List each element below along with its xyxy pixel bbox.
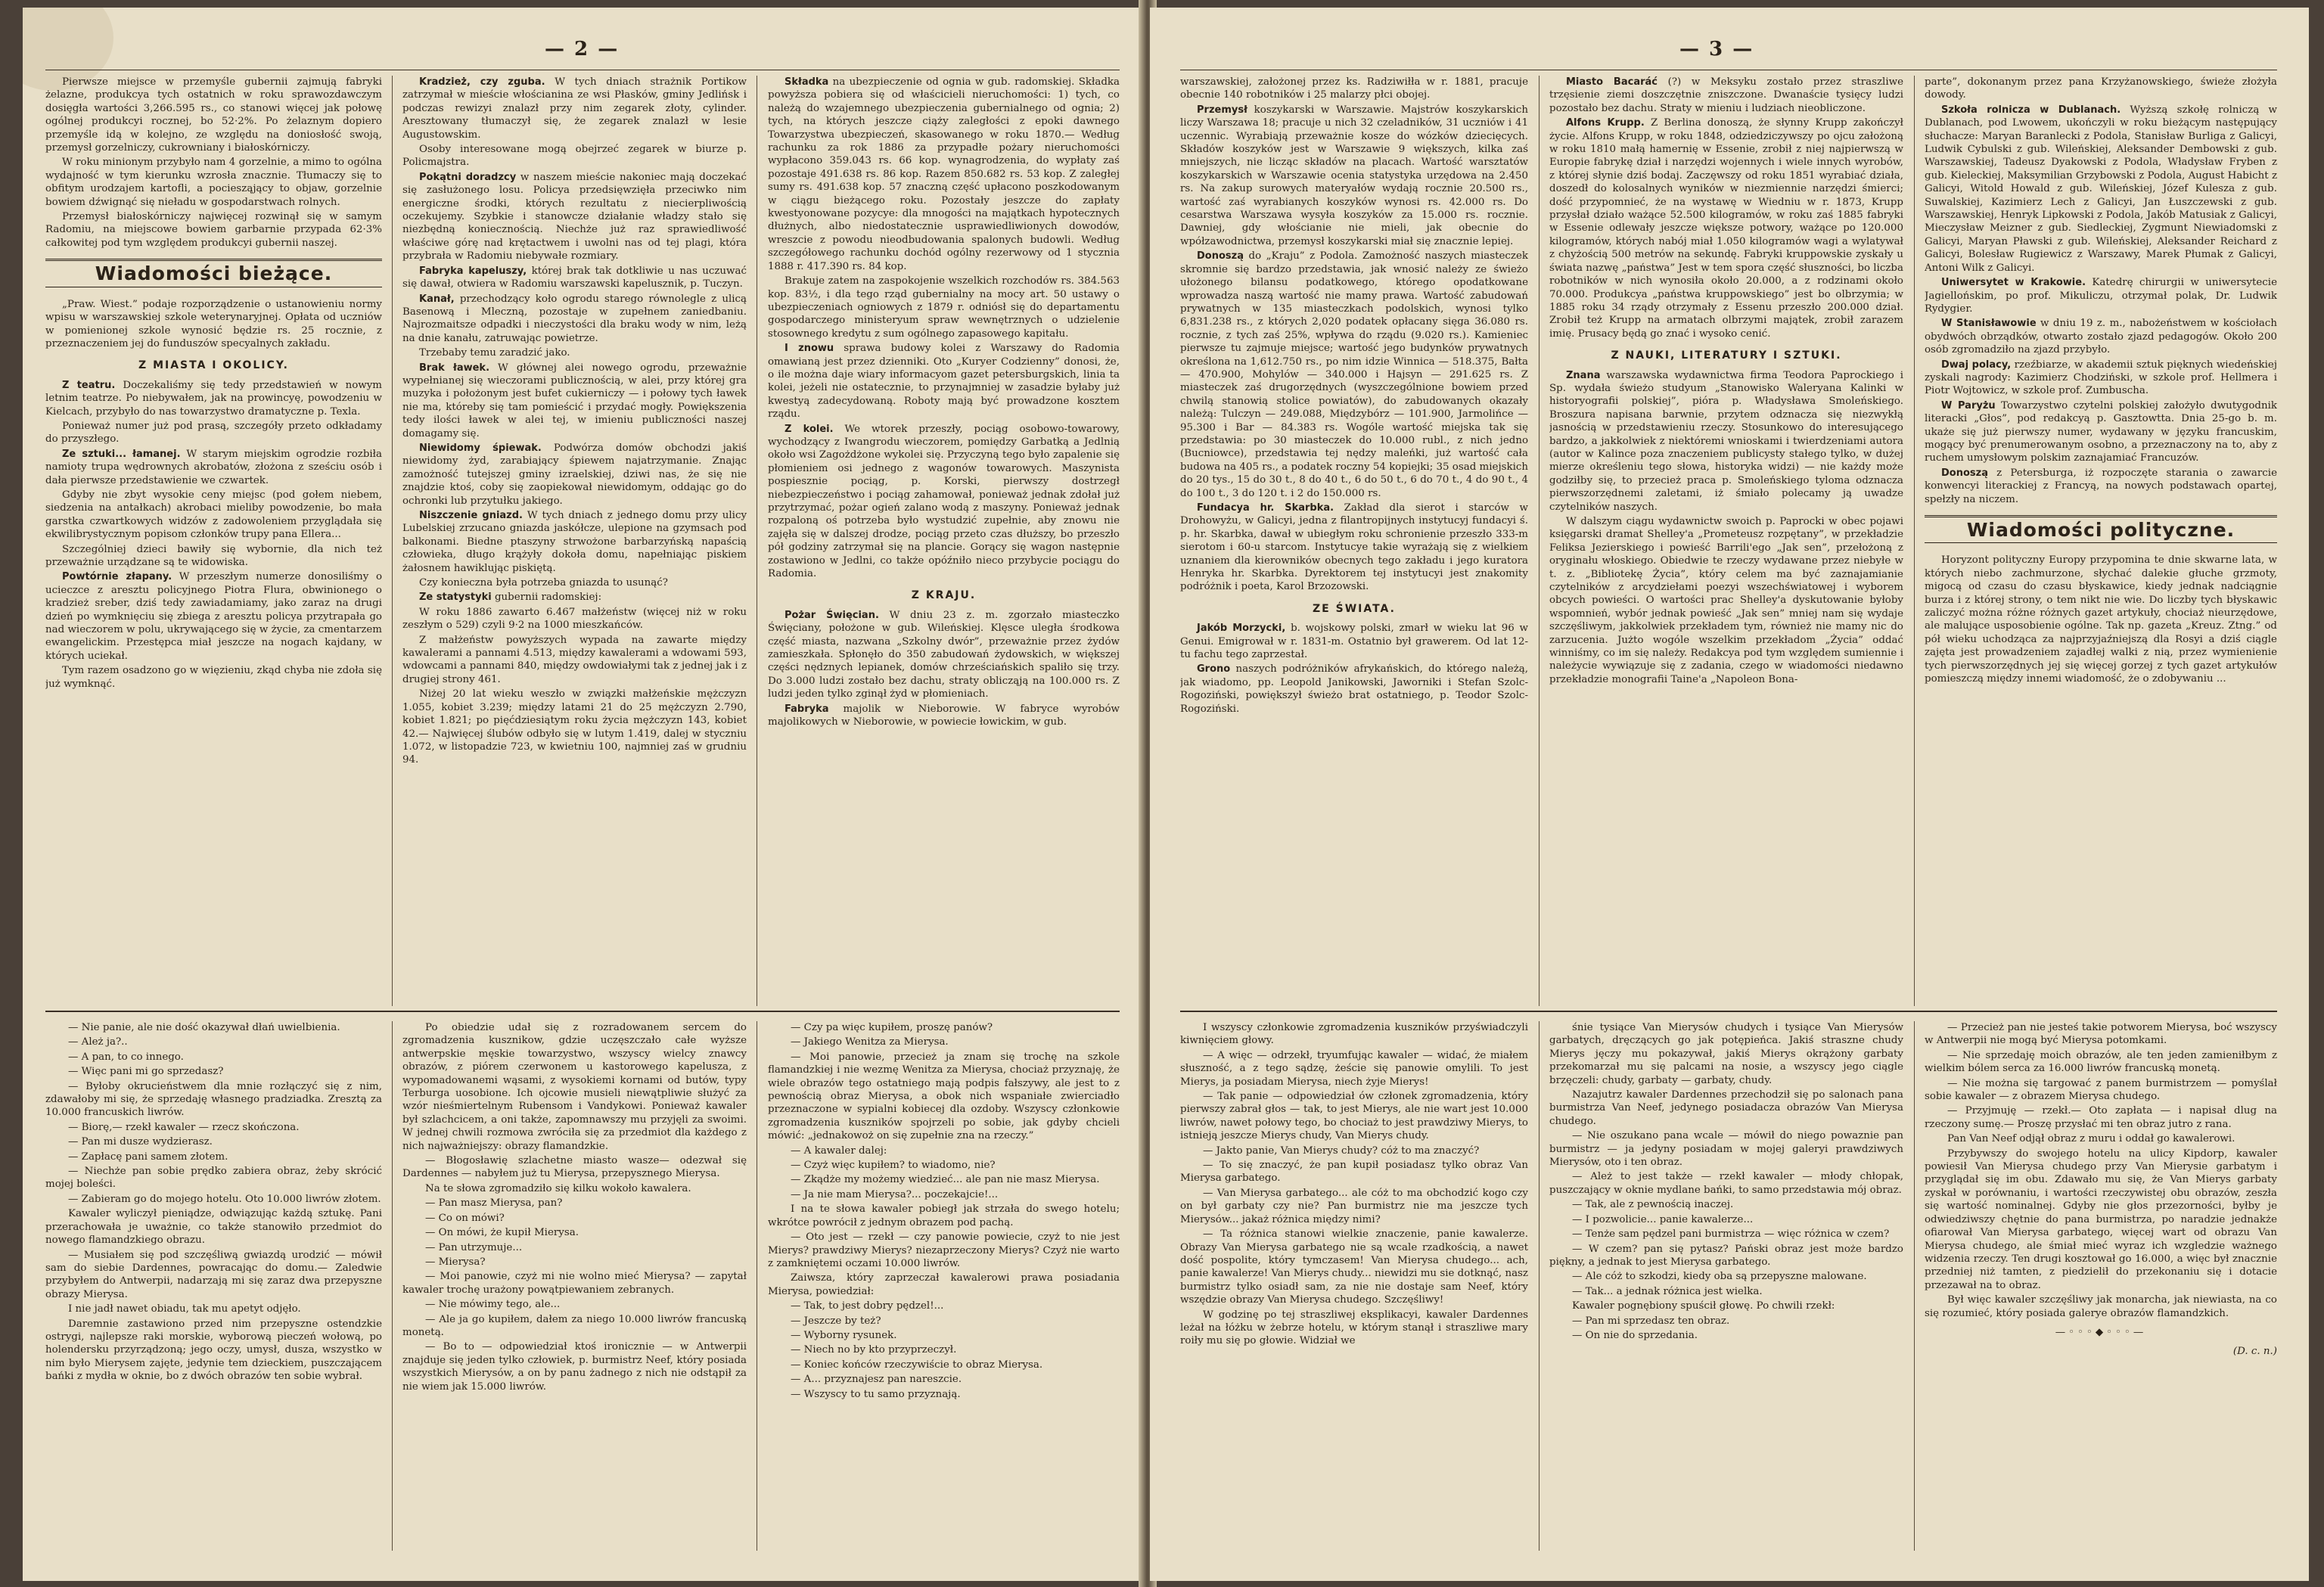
news-text: Z Berlina donoszą, że słynny Krupp zakończył życie. Alfons Krupp, w roku 1848, odziedziczywszy po ojcu założoną w roku 1810 małą hamernię w Essenie, zrobił z niej najpierwszą w Europie fabrykę dział i narzędzi wojennych i wiele innych wyrobów, z której słynie dziś bodaj. Zaczęwszy od roku 1851 wyrabiać działa, doszedł do kolosalnych wyników w niezmiennie narzędzi śmierci; dość przypomnieć, że na wystawę w Wiedniu w r. 1873, Krupp przysłał działo ważące 52.500 kilogramów, w roku zaś 1885 fabryki w Essenie odlewały jeszcze większe potwory, ważące po 120.000 kilogramów, których nabój miał 1.050 kilogramów wagi a wylatywał z chyżością 500 metrów na sekundę. Fabryki kruppowskie zyskały u świata nazwę „państwa” Jest w tem spora część słuszności, bo liczba robotników w nich wynosiła około 20.000, a z rodzinami około 70.000. Produkcya „państwa kruppowskiego” jest bo olbrzymia; w 1885 roku 34 rządy otrzymały z Essenu przeszło 200.000 dział. Zrobił też Krupp na armatach olbrzymi majątek, zrobił zarazem imię. Prusacy będą go znać i wysoko cenić. (1549, 117, 1903, 340)
left-col-2 (402, 76, 747, 1006)
news-item (1925, 317, 2277, 356)
news-keyword: Przemysł (1197, 104, 1247, 116)
news-item (45, 448, 382, 487)
dialogue-line: — Niechże pan sobie prędko zabiera obraz, żeby skrócić mojej boleści. (45, 1166, 382, 1191)
news-item (402, 293, 747, 346)
dialogue-line: I nie jadł nawet obiadu, tak mu apetyt odjęło. (68, 1303, 301, 1315)
article-paragraph: parte”, dokonanym przez pana Krzyżanowskiego, świeże złożyła dowody. (1925, 76, 2277, 101)
news-item (768, 703, 1120, 729)
news-keyword: Dwaj polacy, (1941, 359, 2012, 371)
news-item (45, 664, 382, 691)
feuilleton-rule (45, 1011, 1120, 1012)
dialogue-line: — Zapłacę pani samem złotem. (68, 1151, 228, 1163)
left-page (23, 8, 1142, 1581)
dialogue-line: — Jakiego Wenitza za Mierysa. (791, 1036, 949, 1048)
news-text: przechodzący koło ogrodu starego równolegle z ulicą Basenową i Mleczną, pozostaje w zupełnem zaniedbaniu. Najrozmaitsze odpadki i nieczystości dla braku wody w nim, leżą na dnie kanału, zatruwając powietrze. (402, 293, 747, 344)
right-feuilleton-col-2 (1549, 1021, 1903, 1551)
headline-polityczne: Wiadomości polityczne. (1925, 515, 2277, 543)
dialogue-line: Przybywszy do swojego hotelu na ulicy Kipdorp, kawaler powiesił Van Mierysa chudego przy Van Mierysie garbatym i przyglądał się im obu. Zdawało mu się, że Van Mierys garbaty zyskał w porównaniu, i wartości rzeczywistej obu obrazów, zeszła się wartość nominalnej. Gdyby nie głos przezorności, byłby je odwiedziwszy chętnie do pana burmistrza, po naradzie jednakże ofiarował Van Mierysa garbatego, więcej wart od obrazu Van Mierysa chudego, ale śmiał mieć wyraz ich wzgledzie ważnego widzenia rzeczy. Ten drugi kosztował go 16.000, a więc był znacznie przedniej niż tamten, z piedzielił do przekonaniu się i dotacie przezawał na to obraz. (1925, 1148, 2277, 1291)
news-item (1180, 663, 1528, 716)
left-feuilleton-col-2 (402, 1021, 747, 1551)
dialogue-line: — Więc pani mi go sprzedasz? (68, 1066, 224, 1078)
dialogue-line: — A więc — odrzekł, tryumfując kawaler — widać, że miałem słuszność, a z tego sądzę, żeście się panowie omylili. To jest Mierys, ja posiadam Mierysa, niech żyje Mierys! (1180, 1049, 1528, 1088)
section-head-kraj: Z KRAJU. (911, 589, 977, 602)
to-be-continued: (D. c. n.) (2232, 1346, 2277, 1358)
left-page-number: — 2 — (545, 38, 620, 61)
dialogue-line: — Ale cóż to szkodzi, kiedy oba są przepyszne malowane. (1572, 1271, 1867, 1283)
news-item (402, 634, 747, 687)
news-text: W głównej alei nowego ogrodu, przeważnie wypełnianej się wieczorami publicznością, w alei, przy której gra muzyka i położonym jest bufet cukierniczy — i połowy tych ławek nie ma, któreby się tam pomieścić i przydać mogły. Powiększenia tedy ilości ławek w alei tej, w imieniu publiczności naszej domagamy się. (402, 362, 747, 439)
dialogue-line: — Nie można się targować z panem burmistrzem — pomyślał sobie kawaler — z obrazem Mierysa chudego. (1925, 1077, 2277, 1103)
news-item (1925, 276, 2277, 315)
article-paragraph: Przemysł białoskórniczy najwięcej rozwinął się w samym Radomiu, na miejscowe bowiem garbarnie przypada 62·3% całkowitej pod tym względem produkcyi gubernii naszej. (45, 211, 382, 249)
news-keyword: Fabryka kapeluszy, (419, 265, 527, 277)
dialogue-line: — Tak... a jednak różnica jest wielka. (1572, 1285, 1763, 1297)
dialogue-line: — Jeszcze by też? (791, 1315, 881, 1327)
dialogue-line: — To się znaczyć, że pan kupił posiadasz tylko obraz Van Mierysa garbatego. (1180, 1160, 1528, 1185)
news-keyword: Fundacya hr. Skarbka. (1197, 502, 1334, 514)
news-keyword: Alfons Krupp. (1566, 117, 1645, 129)
dialogue-line: — Byłoby okrucieństwem dla mnie rozłączyć się z nim, zdawałoby mi się, że sprzedaję własnego pradziadka. Zresztą za 10.000 francuskich liwrów. (45, 1080, 382, 1119)
column-rule (1914, 76, 1915, 1006)
dialogue-line: — Biorę,— rzekł kawaler — rzecz skończona. (68, 1121, 300, 1133)
left-feuilleton (45, 1021, 1120, 1551)
news-text: naszych podróżników afrykańskich, do którego należą, jak wiadomo, pp. Leopold Janikowski, Jaworniki i Stefan Szolc-Rogoziński, powiększył świeżo brat ostatniego, p. Teodor Szolc-Rogoziński. (1180, 663, 1528, 715)
news-text: Z małżeństw powyższych wypada na zawarte między kawalerami a pannami 4.513, między kawalerami a wdowami 593, wdowcami a pannami 840, między owdowiałymi tak z jednej jak i z drugiej strony 461. (402, 634, 747, 685)
news-item (1549, 369, 1903, 514)
right-col-1 (1180, 76, 1528, 1006)
news-item (402, 265, 747, 291)
dialogue-line: — Wyborny rysunek. (791, 1329, 897, 1341)
news-keyword: Jakób Morzycki, (1197, 623, 1286, 635)
dialogue-line: — Ja nie mam Mierysa?... poczekajcie!... (791, 1188, 999, 1200)
dialogue-line: Daremnie zastawiono przed nim przepyszne ostendzkie ostrygi, najlepsze raki morskie, wyborową pieczeń wołową, po holendersku przyrządzoną; jego oczy, umysł, dusza, wszystko w nim było Mierysem zajęte, jedynie tem dzieckiem, puszczającem bańki z mydła w oknie, bo z dwóch obrazów ten sobie wybrał. (45, 1318, 382, 1383)
news-item (1549, 515, 1903, 686)
right-col-3 (1925, 76, 2277, 1006)
dialogue-line: Na te słowa zgromadziło się kilku wokoło kawalera. (425, 1182, 691, 1194)
dialogue-line: W godzinę po tej straszliwej eksplikacyi, kawaler Dardennes leżał na łóżku w żebrze hotelu, w którym stanął i straszliwe mary roiły mu się po głowie. Widział we (1180, 1309, 1528, 1347)
dialogue-line: — Przecież pan nie jesteś takie potworem Mierysa, boć wszyscy w Antwerpii nie mogą być Mierysa potomkami. (1925, 1022, 2277, 1047)
news-item (45, 379, 382, 418)
news-keyword: I znowu (785, 343, 834, 355)
right-page-number: — 3 — (1679, 38, 1754, 61)
news-keyword: Kradzież, czy zguba. (419, 76, 545, 88)
news-keyword: Szkoła rolnicza w Dublanach. (1941, 104, 2121, 116)
dialogue-line: — Tenże sam pędzel pani burmistrza — więc różnica w czem? (1572, 1228, 1890, 1241)
left-col-3 (768, 76, 1120, 1006)
news-text: (?) w Meksyku zostało przez straszliwe trzęsienie ziemi doszczętnie zniszczone. Dwanaście tysięcy ludzi pozostało bez dachu. Straty w mieniu i ludziach nieobliczone. (1549, 76, 1903, 114)
news-text: W dalszym ciągu wydawnictw swoich p. Paprocki w obec pojawi księgarski dramat Shelley'a „Prometeusz rozpętany”, w przekładzie Feliksa Jezierskiego i powieść Barrili'ego „Jak sen”, przełożoną z oryginału włoskiego. Obiedwie te rzeczy wydawane przez niebyłe w t. z. „Bibliotekę Życia”, który celem ma być zaznajamianie czytelników z arcydziełami poezyi wszechświatowej i wyborem obcych powieści. O wartości prac Shelley'a dyskutowanie byłoby wspomnień, wybór jednak powieść „Jak sen” mniej nam się wydaje szczęśliwym, jakkolwiek przekładem tym, również nie mamy nic do zarzucenia. Jużto wogóle wszelkim przekładom „Życia” oddać winniśmy, co im się należy. Redakcya pod tym względem sumiennie i należycie wywiązuje się z zadania, czego w wiadomości niedawno przekładzie monografii Taine'a „Napoleon Bona- (1549, 516, 1903, 685)
news-item (1925, 399, 2277, 465)
news-item (402, 346, 747, 359)
news-item (402, 76, 747, 141)
dialogue-line: — Tak, ale z pewnością inaczej. (1572, 1199, 1734, 1211)
news-item (1180, 502, 1528, 594)
column-rule (392, 76, 393, 1006)
article-paragraph: W roku minionym przybyło nam 4 gorzelnie, a mimo to ogólna wydajność w tym kierunku wzrosła znacznie. Tłumaczy się to obfitym urodzajem kartofli, a pociesząjący to objaw, gorzelnie bowiem dźwignąć się nieładu w gospodarstwach rolnych. (45, 157, 382, 208)
news-text: w naszem mieście nakoniec mają doczekać się zasłużonego losu. Policya przedsięwzięła przeciwko nim energiczne środki, których rezultatu z niecierpliwością oczekujemy. Szybkie i stanowcze działanie władzy stało się niezbędną koniecznością. Niechże już raz sprawiedliwość właściwe górę nad krętactwem i uwolni nas od tej plagi, która przybrała w Radomiu niebywałe rozmiary. (402, 171, 747, 262)
news-item (768, 342, 1120, 421)
news-item (45, 570, 382, 663)
news-text: której brak tak dotkliwie u nas uczuwać się dawał, otwiera w Radomiu warszawski kapelusznik, p. Tuczyn. (402, 265, 747, 290)
news-item (1549, 116, 1903, 340)
news-text: warszawska wydawnictwa firma Teodora Paprockiego i Sp. wydała świeżo studyum „Stanowisko Waleryana Kalinki w historyografii polskiej”, pióra p. Władysława Smoleńskiego. Broszura napisana barwnie, przytem odznacza się niezwykłą jasnością w przedstawieniu rzeczy. Stosunkowo do interesującego bardzo, a jakkolwiek z niektóremi wnioskami i twierdzeniami autora (autor w Kalince poza znaczeniem publicysty stałego tylko, w dużej mierze określeniu tego słowa, historyka widzi) — nie każdy może godziłby się, to przecież praca p. Smoleńskiego tyloma odznacza pierwszorzędnemi zaletami, iż śmiało polecamy ją uwadze czytelników naszych. (1549, 369, 1903, 513)
dialogue-line: — Tak panie — odpowiedział ów członek zgromadzenia, który pierwszy zabrał głos — tak, to jest Mierys, ale nie wart jest 10.000 liwrów, nawet połowy tego, bo chociaż to jest prawdziwy Mierys, to istnieją jeszcze Mierys chudy, Van Mierys chudy. (1180, 1091, 1528, 1142)
dialogue-line: — Ale ja go kupiłem, dałem za niego 10.000 liwrów francuską monetą. (402, 1313, 747, 1338)
news-keyword: Donoszą (1197, 250, 1244, 262)
dialogue-line: — Ależ ja?.. (68, 1036, 128, 1048)
article-paragraph: Pierwsze miejsce w przemyśle gubernii zajmują fabryki żelazne, produkcya tych ostatnich w roku sprawozdawczym dosięgła wartości 3,266.595 rs., co stanowi więcej jak połowę ogólnej produkcyi rocznej, bo 52·2%. Po żelaznym dopiero przemyśle idą w kolejno, ze względu na doniosłość swoją, przemysł gorzelniczy, cukrowniany i białoskórniczy. (45, 76, 382, 154)
dialogue-line: Pan Van Neef odjął obraz z muru i oddał go kawalerowi. (1947, 1133, 2235, 1145)
news-item (1925, 467, 2277, 506)
news-item (402, 171, 747, 263)
dialogue-line: — On nie do sprzedania. (1572, 1329, 1698, 1341)
dialogue-line: — Jakto panie, Van Mierys chudy? cóż to ma znaczyć? (1203, 1144, 1480, 1157)
news-text: W dniu 23 z. m. zgorzało miasteczko Święciany, położone w gub. Wileńskiej. Klęsce uległa środkowa część miasta, nazwana „Szkolny dwór”, przeważnie przez żydów zamieszkała. Spłonęło do 350 zabudowań żydowskich, w większej części nędznych lepianek, domów chrześciańskich spaliło się trzy. Do 3.000 ludzi zostało bez dachu, straty oblicząją na 100.000 rs. Z ludzi jeden tylko zginął żyd w płomieniach. (768, 609, 1120, 700)
news-text: Brakuje zatem na zaspokojenie wszelkich rozchodów rs. 384.563 kop. 83½, i dla tego rząd gubernialny na mocy art. 50 ustawy o ubezpieczeniach ogniowych z 1879 r. odniósł się do departamentu gospodarczego ministeryum spraw wewnętrznych o udzielenie stosownego kredytu z sum ogólnego zapasowego kapitału. (768, 275, 1120, 340)
news-item (402, 591, 747, 604)
dialogue-line: — Zkądże my możemy wiedzieć... ale pan nie masz Mierysa. (791, 1174, 1100, 1186)
dialogue-line: — A pan, to co innego. (68, 1051, 184, 1063)
dialogue-line: — Koniec końców rzeczywiście to obraz Mierysa. (791, 1359, 1043, 1371)
news-keyword: Miasto Bacaráć (1566, 76, 1658, 88)
right-col-2 (1549, 76, 1903, 1006)
news-keyword: Donoszą (1941, 467, 1988, 479)
dialogue-line: śnie tysiące Van Mierysów chudych i tysiące Van Mierysów garbatych, dręczących go jak potępieńca. Jakiś straszne chudy Mierys jęczy mu pokazywał, jakiś Mierys okrążony garbaty przekomarzał mu się palcami na nosie, a wszyscy jego ciągle brzęczeli: chudy, garbaty — garbaty, chudy. (1549, 1022, 1903, 1086)
left-feuilleton-col-1 (45, 1021, 382, 1551)
dialogue-line: — Niech no by kto przyprzeczył. (791, 1344, 957, 1356)
left-col-1 (45, 76, 382, 1006)
dialogue-line: — Ależ to jest także — rzekł kawaler — młody chłopak, puszczający w oknie mydlane bańki, to samo przedstawia mój obraz. (1549, 1171, 1903, 1196)
dialogue-line: — Błogosławię szlachetne miasto wasze— odezwał się Dardennes — nabyłem już tu Mierysa, przepysznego Mierysa. (402, 1155, 747, 1180)
news-item (402, 606, 747, 632)
section-head-nauki: Z NAUKI, LITERATURY I SZTUKI. (1611, 349, 1842, 362)
news-item (1180, 250, 1528, 500)
dialogue-line: — Zabieram go do mojego hotelu. Oto 10.000 liwrów złotem. (68, 1193, 381, 1205)
dialogue-line: — Tak, to jest dobry pędzel!... (791, 1300, 944, 1312)
dialogue-line: — On mówi, że kupił Mierysa. (425, 1227, 579, 1239)
dialogue-line: — Wszyscy to tu samo przyznają. (791, 1388, 961, 1400)
dialogue-line: — Moi panowie, czyż mi nie wolno mieć Mierysa? — zapytał kawaler trochę urażony powątpiewaniem zebranych. (402, 1271, 747, 1296)
dialogue-line: — A kawaler dalej: (791, 1144, 887, 1157)
article-paragraph: Horyzont polityczny Europy przypomina te dnie skwarne lata, w których niebo zachmurzone, słychać dalekie głuche grzmoty, migocą od czasu do czasu błyskawice, kiedy jednak nadciągnie burza i z której strony, o tem nikt nie wie. Do liczby tych błyskawic zaliczyć można różne różnych gazet artykuły, chociaż nieurzędowe, ale malujące usposobienie ogólne. Tak np. gazeta „Kreuz. Ztng.” od pół wieku uchodząca za najprzyjaźniejszą dla Rosyi a dziś ciągle zajęta jest prowadzeniem zajadłej walki z nią, przez wymienienie tych pierwszorzędnych jej się więcej gorzej z tych gazet artykułów pomieszczą między innemi wiadomość, że o zdobywaniu ... (1925, 554, 2277, 685)
news-item (402, 442, 747, 508)
news-text: We wtorek przeszły, pociąg osobowo-towarowy, wychodzący z Iwangrodu wieczorem, pomiędzy Garbatką a Jedlnią około wsi Zagożdżone wykolei się. Przyczyną tego było zapalenie się płomieniem osi jednego z wagonów towarowych. Maszynista pospiesznie pociąg, p. Korski, pierwszy dostrzegł niebezpieczeństwo i pociąg zahamował, ponieważ jednak zdołał już przytrzymać, pożar ogień zalano wodą z maszyny. Ponieważ jednak rozpaloną oś potrzeba było wystudzić zupełnie, aby znowu nie zajęła się w dalszej drodze, pociąg przeto czas dłuższy, bo przeszło pół godziny zatrzymał się na plancie. Gorący się wagon następnie zostawiono w Jedlni, co także opóźniło nieco przybycie pociągu do Radomia. (768, 423, 1120, 580)
news-item (1549, 76, 1903, 115)
column-rule (1914, 1021, 1915, 1551)
dialogue-line: — Musiałem się pod szczęśliwą gwiazdą urodzić — mówił sam do siebie Dardennes, powracając do domu.— Zaledwie przybyłem do Antwerpii, nadarzają mi się zaraz dwa przepyszne obrazy Mierysa. (45, 1249, 382, 1300)
news-text: Osoby interesowane mogą obejrzeć zegarek w biurze p. Policmajstra. (402, 144, 747, 169)
news-item (1180, 104, 1528, 248)
news-text: Czy konieczna była potrzeba gniazda to usunąć? (419, 577, 668, 589)
headline-biezace: Wiadomości bieżące. (45, 259, 382, 287)
dialogue-line: Kawaler pognębiony spuścił głowę. Po chwili rzekł: (1572, 1300, 1835, 1312)
news-text: Podwórza domów obchodzi jakiś niewidomy żyd, zarabiający śpiewem najatrzymanie. Znając zamożność tutejszej gminy izraelskiej, dziwi nas, że się nie znajdzie ktoś, coby się zaopiekował niewidomym, oddając go do ochronki lub przytułku jakiego. (402, 442, 747, 507)
dialogue-line: — Pan mi dusze wydzierasz. (68, 1136, 213, 1148)
dialogue-line: Nazajutrz kawaler Dardennes przechodził się po salonach pana burmistrza Van Neef, jedynego posiadacza obrazów Van Mierysa chudego. (1549, 1089, 1903, 1127)
news-text: Zakład dla sierot i starców w Drohowyżu, w Galicyi, jedna z filantropijnych instytucyj fundacyi ś. p. hr. Skarbka, dawał w ubiegłym roku schronienie przeszło 333-m sierotom i 60-u starcom. Instytucye takie wyrażają się z wielkiem uznaniem dla kierowników obecnych tego zakładu i jego kuratora Henryka hr. Skarbka. Dyrektorem tej instytucyi jest znakomity podróżnik i poeta, Karol Brzozowski. (1180, 502, 1528, 593)
column-rule (392, 1021, 393, 1551)
right-feuilleton (1180, 1021, 2277, 1551)
dialogue-line: — Oto jest — rzekł — czy panowie powiecie, czyż to nie jest Mierys? prawdziwy Mierys? niezaprzeczony Mierys? Czyż nie warto z zamkniętemi oczami 10.000 liwrów. (768, 1231, 1120, 1269)
news-keyword: Pokątni doradzcy (419, 171, 517, 183)
news-text: Tym razem osadzono go w więzieniu, zkąd chyba nie zdoła się już wymknąć. (45, 665, 382, 690)
section-head-swiata: ZE ŚWIATA. (1313, 602, 1396, 615)
news-text: z Petersburga, iż rozpoczęte starania o zawarcie konwencyi literackiej z Francyą, na nowych podstawach opartej, spełzły na niczem. (1925, 467, 2277, 505)
dialogue-line: — I pozwolicie... panie kawalerze... (1572, 1213, 1754, 1225)
news-text: W przeszłym numerze donosiliśmy o ucieczce z aresztu policyjnego Piotra Flura, obwinionego o kradzież sreber, dziś tedy zawiadamiamy, jako zaraz na drugi dzień po wymknięciu się zbiega z aresztu policya przytrapała go nad wieczorem w polu, ukrywającego się w życie, za cmentarzem ewangelickim. Przestępca miał jeszcze na nogach kajdany, w których uciekał. (45, 571, 382, 662)
news-text: Niżej 20 lat wieku weszło w związki małżeńskie mężczyzn 1.055, kobiet 3.239; między latami 21 do 25 mężczyzn 2.790, kobiet 1.821; po pięćdziesiątym roku życia mężczyzn 143, kobiet 42.— Najwięcej ślubów odbyło się w lutym 1.419, dalej w styczniu 1.072, w listopadzie 723, w kwietniu 100, najmniej zaś w grudniu 94. (402, 688, 747, 766)
news-item (402, 688, 747, 766)
news-text: W starym miejskim ogrodzie rozbiła namioty trupa wędrownych akrobatów, złożona z sześciu osób i dała pierwsze przedstawienie we czwartek. (45, 448, 382, 486)
news-text: na ubezpieczenie od ognia w gub. radomskiej. Składka powyższa pobiera się od właścicieli nieruchomości: 1) tych, co należą do wzajemnego ubezpieczenia gubernialnego od ognia; 2) tych, na których jeszcze ciąży zaległości z epoki dawnego Towarzystwa ubezpieczeń, skasowanego w roku 1870.— Według rachunku za rok 1886 za przypadłe pożary nieruchomości wypłacono 359.043 rs. 66 kop. wynagrodzenia, do wypłaty zaś pozostaje 491.638 rs. 86 kop. Razem 850.682 rs. 53 kop. Z zaległej sumy rs. 491.638 kop. 57 znaczną część upłacono poszkodowanym w ciągu bieżącego roku. Pozostały jeszcze do zapłaty kwestyonowane pozycye: dla mnogości na majątkach hypotecznych dłużnych, albo niedostatecznie usprawiedliwionych dowodów, wreszcie z powodu nieodbudowania spalonych budowli. Według szczegółowego rachunku dochód ogólny rezerwowy od 1 stycznia 1888 r. 417.390 rs. 84 kop. (768, 76, 1120, 272)
news-text: Trzebaby temu zaradzić jako. (419, 347, 570, 359)
news-keyword: Kanał, (419, 293, 455, 305)
news-item (402, 576, 747, 589)
news-text: W roku 1886 zawarto 6.467 małżeństw (więcej niż w roku zeszłym o 529) czyli 9·2 na 1000 mieszkańców. (402, 606, 747, 632)
news-keyword: Ze sztuki... łamanej. (62, 448, 181, 460)
left-feuilleton-col-3 (768, 1021, 1120, 1551)
dialogue-line: — Bo to — odpowiedział ktoś ironicznie — w Antwerpii znajduje się jeden tylko człowiek, p. burmistrz Neef, który posiada wszystkich Mierysów, a on by panu żadnego z nich nie odstąpił za nie wiem jak 15.000 liwrów. (402, 1341, 747, 1393)
news-text: majolik w Nieborowie. W fabryce wyrobów majolikowych w Nieborowie, w powiecie łowickim, w gub. (768, 703, 1120, 728)
news-item (1180, 622, 1528, 661)
news-keyword: Powtórnie złapany. (62, 571, 172, 583)
news-item (45, 489, 382, 542)
news-text: Gdyby nie zbyt wysokie ceny miejsc (pod gołem niebem, siedzenia na antałkach) akrobaci mieliby powodzenie, bo mała garstka czwartkowych widzów z zadowoleniem przyglądała się ekwilibrystycznym popisom członków trupy pana Ellera... (45, 489, 382, 541)
news-item (402, 143, 747, 169)
dialogue-line: — Moi panowie, przecież ja znam się trochę na szkole flamandzkiej i nie wezmę Wenitza za Mierysa, chociaż przyznaję, że wiele obrazów tego ostatniego mają podpis fałszywy, ale jest to z pewnością obraz Mierysa, a obok nich wspaniałe zwierciadło przeznaczone w sypialni kobiecej dla ozdoby. Wszyscy członkowie zgromadzenia kuszników spojrzeli po sobie, jak gdyby chcieli mówić: „jednakowoż on się zupełnie zna na rzeczy.” (768, 1051, 1120, 1142)
news-keyword: W Paryżu (1941, 399, 1996, 412)
news-keyword: Niewidomy śpiewak. (419, 442, 542, 454)
news-keyword: Brak ławek. (419, 362, 490, 374)
feuilleton-rule (1180, 1011, 2277, 1012)
news-item (1925, 359, 2277, 398)
dialogue-line: — W czem? pan się pytasz? Pański obraz jest może bardzo piękny, a jednak to jest Mierysa garbatego. (1549, 1243, 1903, 1268)
news-text: W tych dniach z jednego domu przy ulicy Lubelskiej zrzucano gniazda jaskółcze, ulepione na gzymsach pod balkonami. Biedne ptaszyny strwożone barbarzyńską napaścią człowieka, długo krążyły dokoła domu, napełniając piskiem żałosnem hawiklując piskiętą. (402, 510, 747, 574)
news-text: gubernii radomskiej: (494, 592, 602, 604)
dialogue-line: I wszyscy członkowie zgromadzenia kuszników przyświadczyli kiwnięciem głowy. (1180, 1022, 1528, 1047)
dialogue-line: — A... przyznajesz pan nareszcie. (791, 1374, 962, 1386)
article-paragraph: warszawskiej, założonej przez ks. Radziwiłła w r. 1881, pracuje obecnie 140 robotników i 25 malarzy płci obojej. (1180, 76, 1528, 101)
section-head-miasto: Z MIASTA I OKOLICY. (138, 359, 289, 372)
news-text: Wyższą szkołę rolniczą w Dublanach, pod Lwowem, ukończyli w roku bieżącym następujący słuchacze: Maryan Baranlecki z Podola, Stanisław Burliga z Galicyi, Ludwik Cybulski z gub. Wileńskiej, Aleksander Dembowski z gub. Warszawskiej, Tadeusz Dyakowski z Podola, Władysław Fryben z gub. Kieleckiej, Maksymilian Grzybowski z Podola, August Habicht z Galicyi, Witold Howald z gub. Wileńskiej, Józef Kulesza z gub. Suwalskiej, Kazimierz Lech z Galicyi, Jan Łuszczewski z gub. Warszawskiej, Henryk Lipkowski z Podola, Jakób Matusiak z Galicyi, Mieczysław Meizner z gub. Siedleckiej, Zygmunt Niewiadomski z Galicyi, Maryan Pławski z gub. Wileńskiej, Aleksander Reichard z Galicyi, Bolesław Rugiewicz z Warszawy, Marek Płumak z Galicyi, Antoni Wilk z Galicyi. (1925, 104, 2277, 274)
news-keyword: Pożar Święcian. (785, 609, 879, 621)
news-text: Towarzystwo czytelni polskiej założyło dwutygodnik literacki „Głos”, pod redakcyą p. Gasztowtta. Dnia 25-go b. m. ukaże się już pierwszy numer, wydawany w języku francuskim, mogący być prenumerowanym osobno, a przeznaczony na to, aby z ruchem umysłowym polskim zaznajamiać Francuzów. (1925, 399, 2277, 464)
news-text: koszykarski w Warszawie. Majstrów koszykarskich liczy Warszawa 18; pracuje u nich 32 czeladników, 31 uczniów i 41 uczennic. Wyrabiają przeważnie kosze do wózków dziecięcych. Składów koszyków jest w Warszawie 9 większych, kilka zaś mniejszych, nie licząc składów na placach. Wartość warsztatów koszykarskich w Warszawie ocenia statystyka urzędowa na 2.450 rs. Na zakup surowych materyałów wydają rocznie 20.500 rs., wartość zaś wyrabianych koszyków wynosi rs. 42.000 rs. Do cesarstwa Warszawa wysyła koszyków za 15.000 rs. rocznie. Dawniej, gdy włościanie nie mieli, jak obecnie do wpółzawodnictwa, przemysł koszykarski miał się znacznie lepiej. (1180, 104, 1528, 247)
dialogue-line: — Ta różnica stanowi wielkie znaczenie, panie kawalerze. Obrazy Van Mierysa garbatego nie są wcale rzadkością, a nawet dość pospolite, który tymczasem! Van Mierysa chudego... ach, panie kawalerze! Van Mierys chudy... niewidzi mu sie dotknąć, nasz burmistrz tylko osiadł sam, za nie nie dostaje sam Neef, który wszędzie obrazy Van Mierysa chudego. Szczęśliwy! (1180, 1228, 1528, 1306)
news-item (768, 275, 1120, 340)
news-keyword: Z kolei. (785, 423, 834, 435)
dialogue-line: — Przyjmuję — rzekł.— Oto zapłata — i napisał dlug na rzeczony sumę.— Proszę przysłać mi ten obraz jutro z rana. (1925, 1105, 2277, 1130)
news-keyword: W Stanisławowie (1941, 318, 2037, 330)
right-feuilleton-col-1 (1180, 1021, 1528, 1551)
news-item (402, 509, 747, 575)
news-items (45, 379, 382, 691)
dialogue-line: — Pan mi sprzedasz ten obraz. (1572, 1315, 1730, 1327)
news-text: do „Kraju” z Podola. Zamożność naszych miasteczek skromnie się bardzo przedstawia, jak wnosić należy ze świeżo ułożonego bilansu podatkowego, którego opodatkowane wprowadza naszą wartość nie mamy prawa. Wartość zabudowań prywatnych w 135 miasteczkach podolskich, wynosi tylko 6,831.238 rs., z których 2,020 podatek opłacany sięga 36.080 rs. rocznie, z tych zaś 25%, wpływa do rządu (9.020 rs.). Kamieniec pierwsze tu zajmuje miejsce; wartość jego budynków prywatnych określona na 1,612.750 rs., po nim idzie Winnica — 518.375, Bałta — 470.900, Mohylów — 340.000 i Hajsyn — 291.625 rs. Z miasteczek zaś drugorzędnych (wyszczególnione bowiem przed chwilą stanowią stolice powiatów), do zabudowanych okazały należą: Tulczyn — 249.088, Międzybórz — 101.900, Jarmolińce — 95.300 i Bar — 84.383 rs. Wogóle wartość miejska tak się przedstawia: po 30 miasteczek do 10.000 rubl., z nich jedno (Bucniowce), przedstawia tej nędzy maleńki, już wartość cała budowa na 405 rs., a podatek roczny 54 kopiejki; 35 osad miejskich do 20 tys., 15 do 30 t., 8 do 40 t., 6 do 50 t., 6 do 70 t., 4 do 90 t., 4 do 100 t., 3 do 120 t. i 2 do 150.000 rs. (1180, 250, 1528, 499)
news-text: w dniu 19 z. m., nabożeństwem w kościołach obydwóch obrządków, otwarto zostało zjazd pedagogów. Około 200 osób zgromadziło na zjazd przybyło. (1925, 318, 2277, 356)
news-item (45, 420, 382, 446)
article-paragraph: „Praw. Wiest.” podaje rozporządzenie o ustanowieniu normy wpisu w warszawskiej szkole weterynaryjnej. Opłata od uczniów w pomienionej szkole wynosić będzie rs. 25 rocznie, z przeznaczeniem jej do funduszów specyalnych zakładu. (45, 298, 382, 349)
dialogue-line: Był więc kawaler szczęśliwy jak monarcha, jak niewiasta, na co się rozumieć, który posiada galerye obrazów flamandzkich. (1925, 1294, 2277, 1319)
news-text: sprawa budowy kolei z Warszawy do Radomia omawianą jest przez dzienniki. Oto „Kuryer Codzienny” donosi, że, o ile można daje wiary informacyom gazet petersburgskich, linia ta kolei, jeżeli nie ostatecznie, to przynajmniej w zasadzie byłaby już kwestyą zadecydowaną. Roboty mają być prowadzone kosztem rządu. (768, 343, 1120, 421)
dialogue-line: — Van Mierysa garbatego... ale cóż to ma obchodzić kogo czy on był garbaty czy nie? Pan burmistrz nie ma jeszcze tych Mierysów... jakaż różnica między nimi? (1180, 1187, 1528, 1225)
right-feuilleton-col-3 (1925, 1021, 2277, 1551)
dialogue-line: — Co on mówi? (425, 1212, 505, 1224)
end-ornament: —◦◦◦◆◦◦◦— (2055, 1326, 2147, 1338)
dialogue-line: — Nie sprzedaję moich obrazów, ale ten jeden zamieniłbym z wielkim bólem serca za 16.000 liwrów francuską monetą. (1925, 1049, 2277, 1075)
news-item (768, 423, 1120, 581)
dialogue-line: — Mierysa? (425, 1256, 486, 1268)
news-keyword: Grono (1197, 663, 1231, 675)
news-text: Szczególniej dzieci bawiły się wybornie, dla nich też przeważnie urządzane są te widowiska. (45, 543, 382, 568)
right-top-columns (1180, 76, 2277, 1006)
dialogue-line: — Nie panie, ale nie dość okazywał dłań uwielbienia. (68, 1022, 340, 1033)
news-keyword: Z teatru. (62, 379, 116, 391)
dialogue-line: — Czyż więc kupiłem? to wiadomo, nie? (791, 1160, 996, 1172)
dialogue-line: I na te słowa kawaler pobiegł jak strzała do swego hotelu; wkrótce powrócił z jednym obrazem pod pachą. (768, 1203, 1120, 1228)
dialogue-line: — Nie oszukano pana wcale — mówił do niego powaznie pan burmistrz — ja jedyny posiadam w mojej galeryi prawdziwych Mierysów, oto i ten obraz. (1549, 1130, 1903, 1169)
news-keyword: Fabryka (785, 703, 829, 715)
news-item (45, 543, 382, 570)
dialogue-line: Po obiedzie udał się z rozradowanem sercem do zgromadzenia kusznikow, gdzie uczęszczało całe wyższe antwerpskie męskie towarzystwo, wszyscy wielcy znawcy obrazów, z piórem czerwonem u kastorowego kapelusza, z wypomadowanemi wąsami, z wysokiemi kornami od butów, typy Terburga uosobione. Ich ojcowie musieli niewątpliwie służyć za wzór nieśmiertelnym Rubensom i Vandykowi. Ponieważ kawaler był szlachcicem, a oni także, zapomnawszy mu przyjęli za swoimi. W jednej chwili rozmowa zwróciła się za przedmiot dla każdego z nich najważniejszy: obrazy flamandzkie. (402, 1022, 747, 1152)
news-keyword: Składka (785, 76, 829, 88)
news-item (768, 76, 1120, 273)
news-text: Katedrę chirurgii w uniwersytecie Jagiellońskim, po prof. Mikuliczu, otrzymał polak, Dr. Ludwik Rydygier. (1925, 277, 2277, 315)
right-page (1150, 8, 2309, 1581)
dialogue-line: — Nie mówimy tego, ale... (425, 1299, 561, 1311)
news-item (1925, 104, 2277, 275)
news-item (768, 609, 1120, 701)
news-item (402, 362, 747, 440)
dialogue-line: Zaiwsza, który zaprzeczał kawalerowi prawa posiadania Mierysa, powiedział: (768, 1272, 1120, 1297)
dialogue-line: Kawaler wyliczył pieniądze, odwiązując każdą sztukę. Pani przerachowała je uważnie, co także stanowiło przedmiot do nowego flamandzkiego obrazu. (45, 1208, 382, 1247)
news-keyword: Znana (1566, 369, 1601, 381)
dialogue-line: — Czy pa więc kupiłem, proszę panów? (791, 1022, 993, 1033)
news-text: Ponieważ numer już pod prasą, szczegóły przeto odkładamy do przyszłego. (45, 420, 382, 446)
news-keyword: Uniwersytet w Krakowie. (1941, 277, 2086, 289)
news-keyword: Niszczenie gniazd. (419, 510, 523, 521)
news-text: rzeźbiarze, w akademii sztuk pięknych wiedeńskiej zyskali nagrody: Kazimierz Chodziński, w szkole prof. Hellmera i Piotr Wojtowicz, w szkole prof. Zumbuscha. (1925, 359, 2277, 397)
dialogue-line: — Pan masz Mierysa, pan? (425, 1197, 563, 1210)
news-text: Doczekaliśmy się tedy przedstawień w nowym letnim teatrze. Po niebywałem, jak na prowincyę, powodzeniu w Kielcach, przybyło do nas towarzystwo dramatyczne p. Texla. (45, 379, 382, 418)
news-text: b. wojskowy polski, zmarł w wieku lat 96 w Genui. Emigrował w r. 1831-m. Ostatnio był grawerem. Od lat 12-tu fachu tego zaprzestał. (1180, 623, 1528, 661)
dialogue-line: — Pan utrzymuje... (425, 1241, 523, 1253)
left-top-columns (45, 76, 1120, 1006)
news-text: W tych dniach strażnik Portikow zatrzymał w mieście włościanina ze wsi Płasków, gminy Jedlińsk i podczas rewizyi znalazł przy nim zegarek złoty, cylinder. Aresztowany tłumaczył się, że zegarek znalazł w lesie Augustowskim. (402, 76, 747, 141)
news-keyword: Ze statystyki (419, 592, 492, 604)
